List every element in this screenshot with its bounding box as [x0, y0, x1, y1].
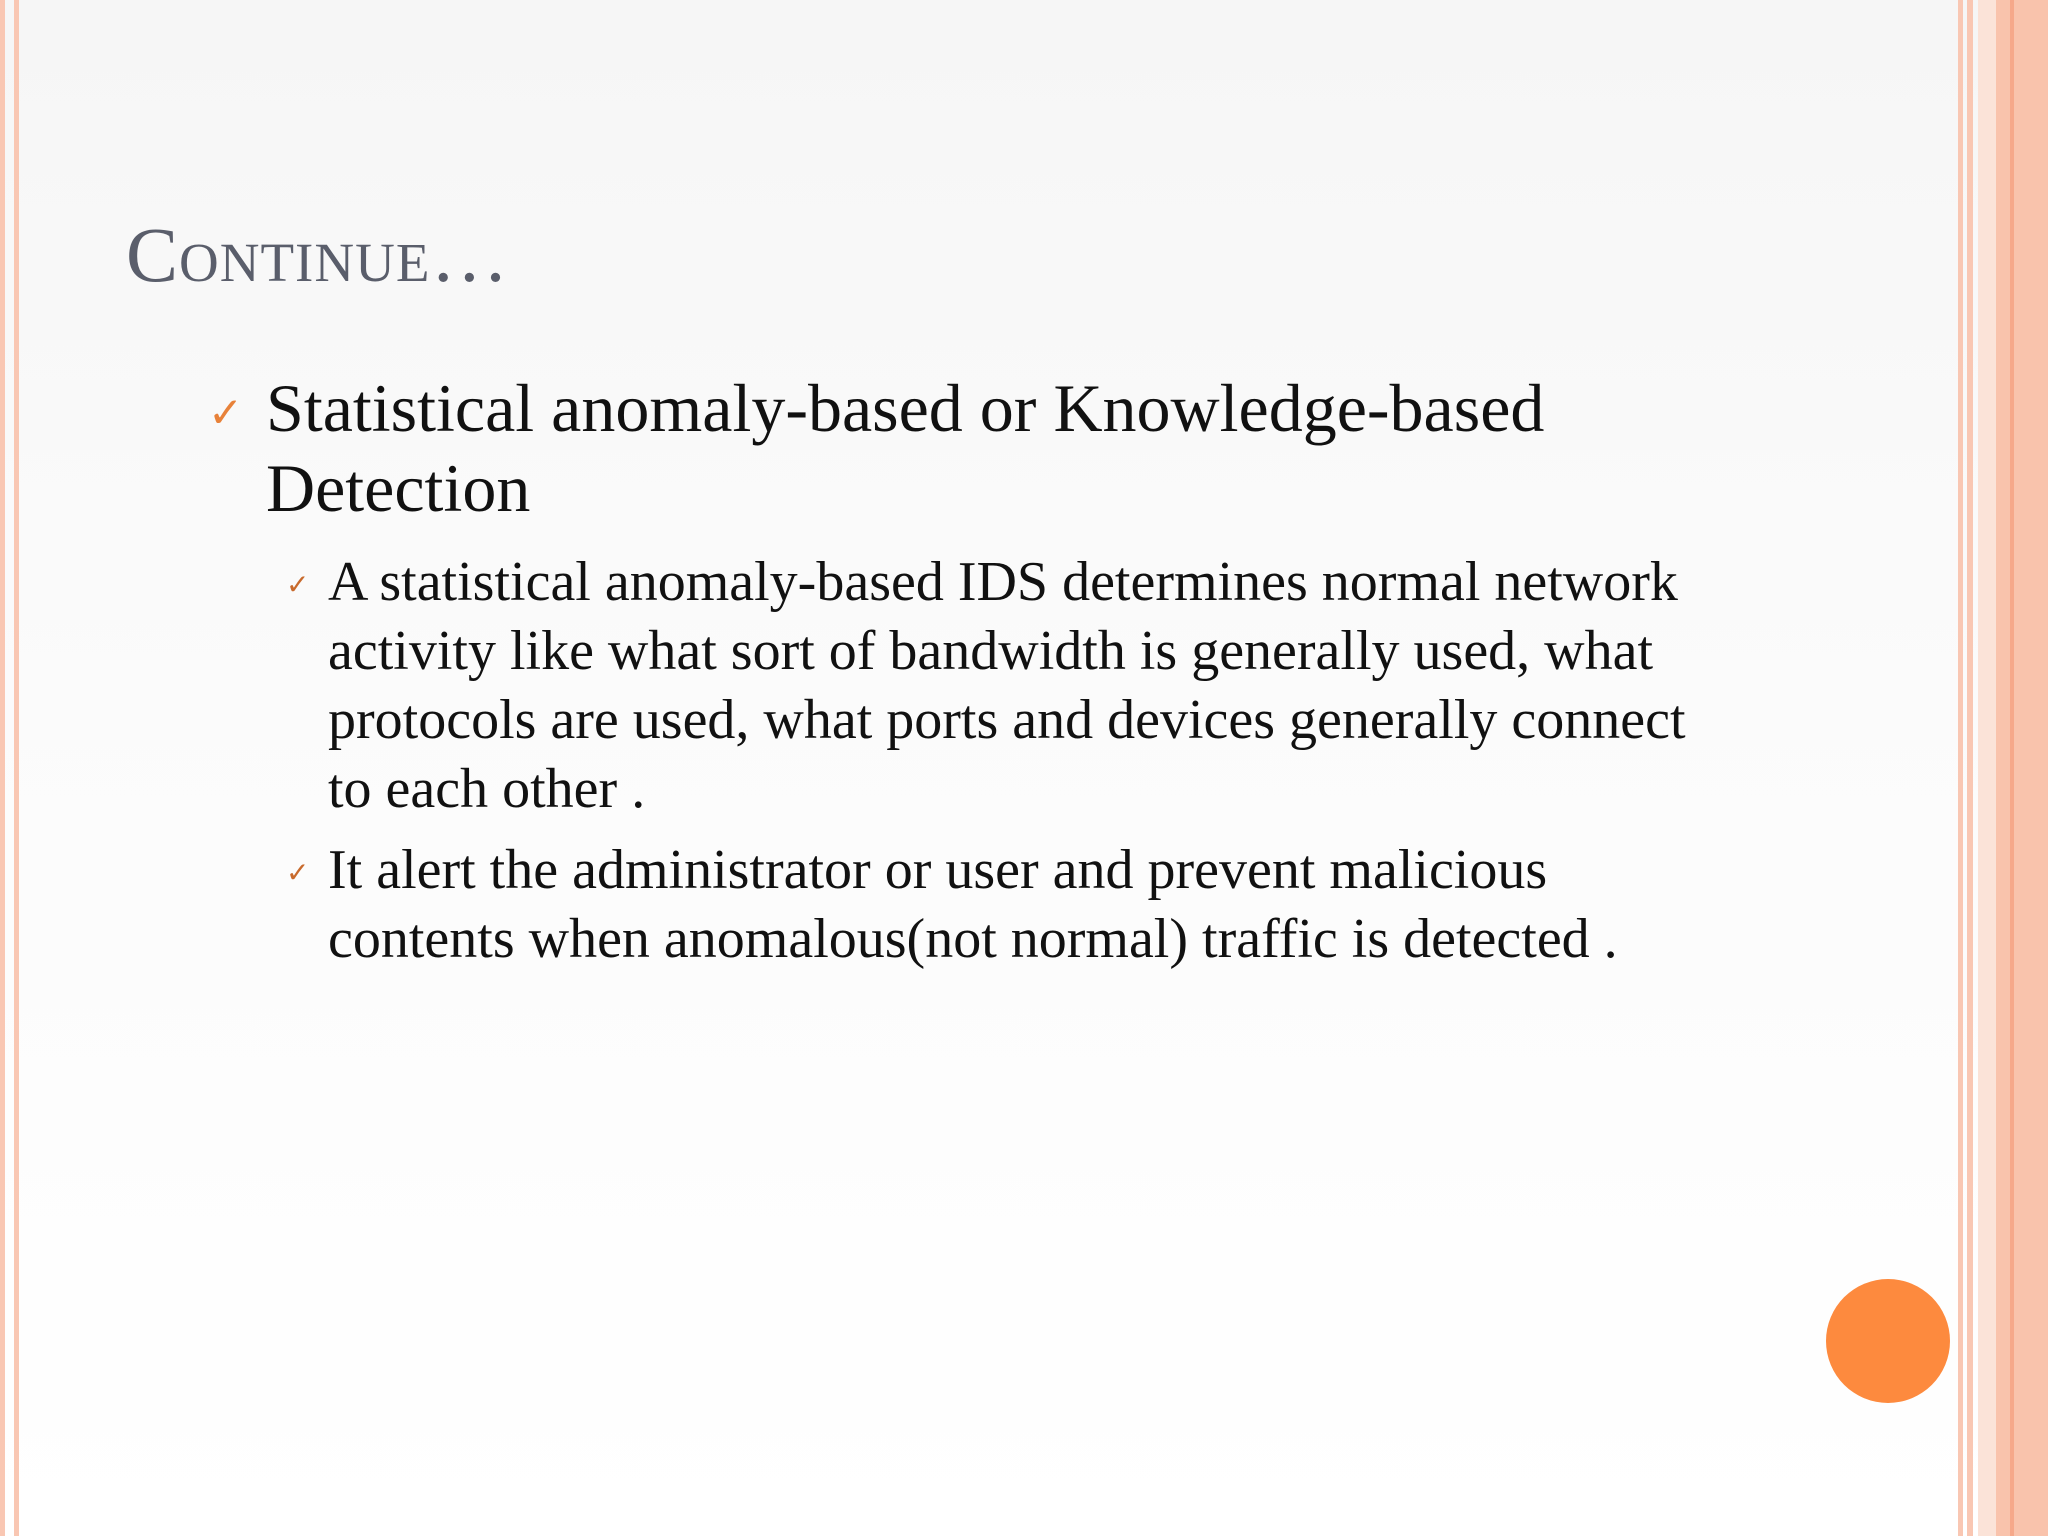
right-border-line: [2010, 0, 2014, 1536]
checkmark-icon: ✓: [208, 388, 244, 437]
checkmark-icon: ✓: [286, 568, 310, 601]
orange-circle-decoration: [1826, 1279, 1950, 1403]
right-border-line: [1958, 0, 1963, 1536]
sub-bullet-text: It alert the administrator or user and prevent malicious contents when anomalous(not normal) traffic is detected .: [328, 839, 1618, 970]
right-border-band: [1978, 0, 1996, 1536]
checkmark-icon: ✓: [286, 856, 310, 889]
right-border-band: [1996, 0, 2048, 1536]
slide-title: Continue…: [126, 211, 510, 298]
sub-bullet-text: A statistical anomaly-based IDS determines normal network activity like what sort of bandwidth is generally used, what protocols are used, what ports and devices generally connect to each other .: [328, 551, 1686, 820]
left-border-line: [14, 0, 19, 1536]
bullet-text: Statistical anomaly-based or Knowledge-based Detection: [266, 370, 1545, 526]
right-border-line: [1967, 0, 1973, 1536]
left-border-line: [0, 0, 5, 1536]
